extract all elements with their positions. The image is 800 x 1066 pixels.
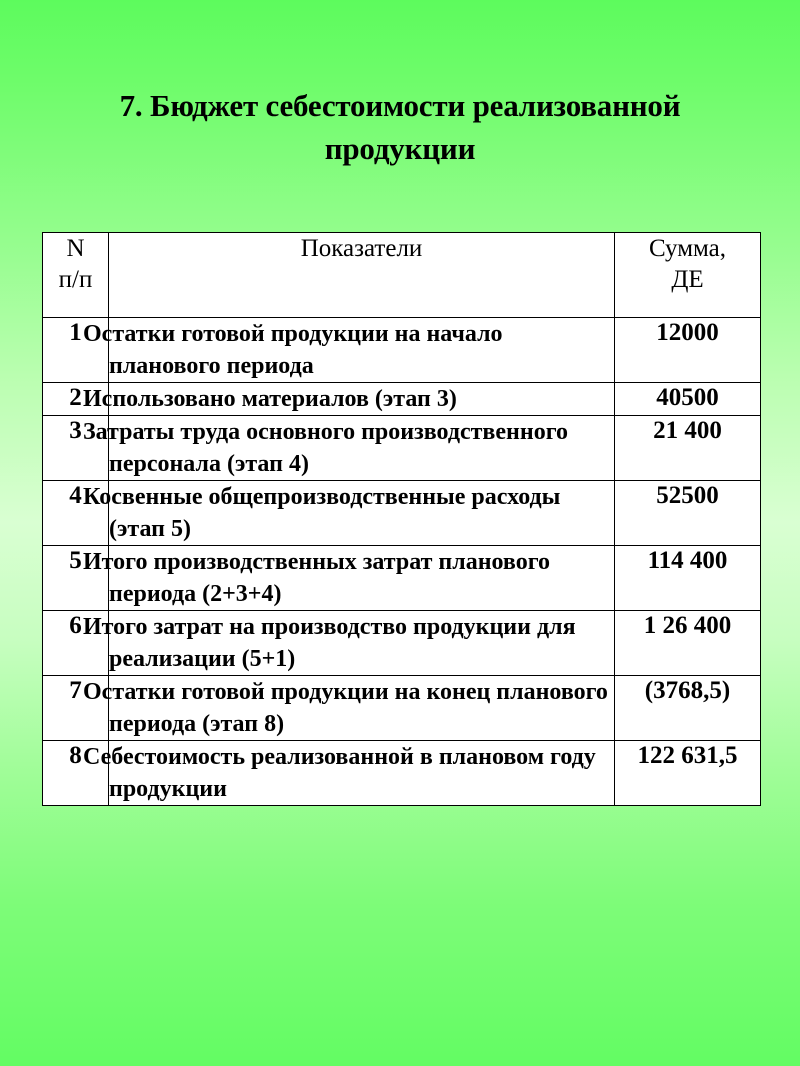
table-row [43,318,761,383]
table-row [43,676,761,741]
row-number: 8 [43,741,109,806]
column-header-number-line-1: N [66,235,85,262]
row-number: 7 [43,676,109,741]
row-amount-value: (3768,5) [615,676,761,741]
row-indicator-label: Затраты труда основного производственного персонала (этап 4) [109,416,615,481]
row-amount-value: 122 631,5 [615,741,761,806]
row-amount-value: 12000 [615,318,761,383]
table-row [43,383,761,416]
table-row [43,741,761,806]
row-indicator-label: Итого производственных затрат планового периода (2+3+4) [109,546,615,611]
row-amount-value: 52500 [615,481,761,546]
table-row [43,546,761,611]
row-indicator-label: Итого затрат на производство продукции для реализации (5+1) [109,611,615,676]
table-header-row [43,233,761,318]
column-header-amount [615,233,761,318]
column-header-number-line-2: п/п [58,266,93,293]
column-header-indicator: Показатели [109,233,615,318]
row-number: 6 [43,611,109,676]
row-indicator-label: Остатки готовой продукции на конец планового периода (этап 8) [109,676,615,741]
row-amount-value: 1 26 400 [615,611,761,676]
row-indicator-label: Остатки готовой продукции на начало планового периода [109,318,615,383]
row-number: 1 [43,318,109,383]
table-body [43,318,761,806]
row-number: 3 [43,416,109,481]
page-title-line-2: продукции [324,131,476,166]
row-indicator-label: Косвенные общепроизводственные расходы (этап 5) [109,481,615,546]
table-header [43,233,761,318]
table-row [43,611,761,676]
table-row [43,481,761,546]
row-indicator-label: Себестоимость реализованной в плановом году продукции [109,741,615,806]
row-amount-value: 114 400 [615,546,761,611]
budget-table [42,232,761,806]
page-title [48,84,752,170]
row-amount-value: 21 400 [615,416,761,481]
row-amount-value: 40500 [615,383,761,416]
row-number: 5 [43,546,109,611]
column-header-amount-line-1: Сумма, [648,235,727,262]
page-title-line-1: 7. Бюджет себестоимости реализованной [119,88,681,123]
row-number: 2 [43,383,109,416]
row-number: 4 [43,481,109,546]
row-indicator-label: Использовано материалов (этап 3) [109,383,615,416]
table-row [43,416,761,481]
column-header-amount-line-2: ДЕ [671,266,704,293]
column-header-number [43,233,109,318]
